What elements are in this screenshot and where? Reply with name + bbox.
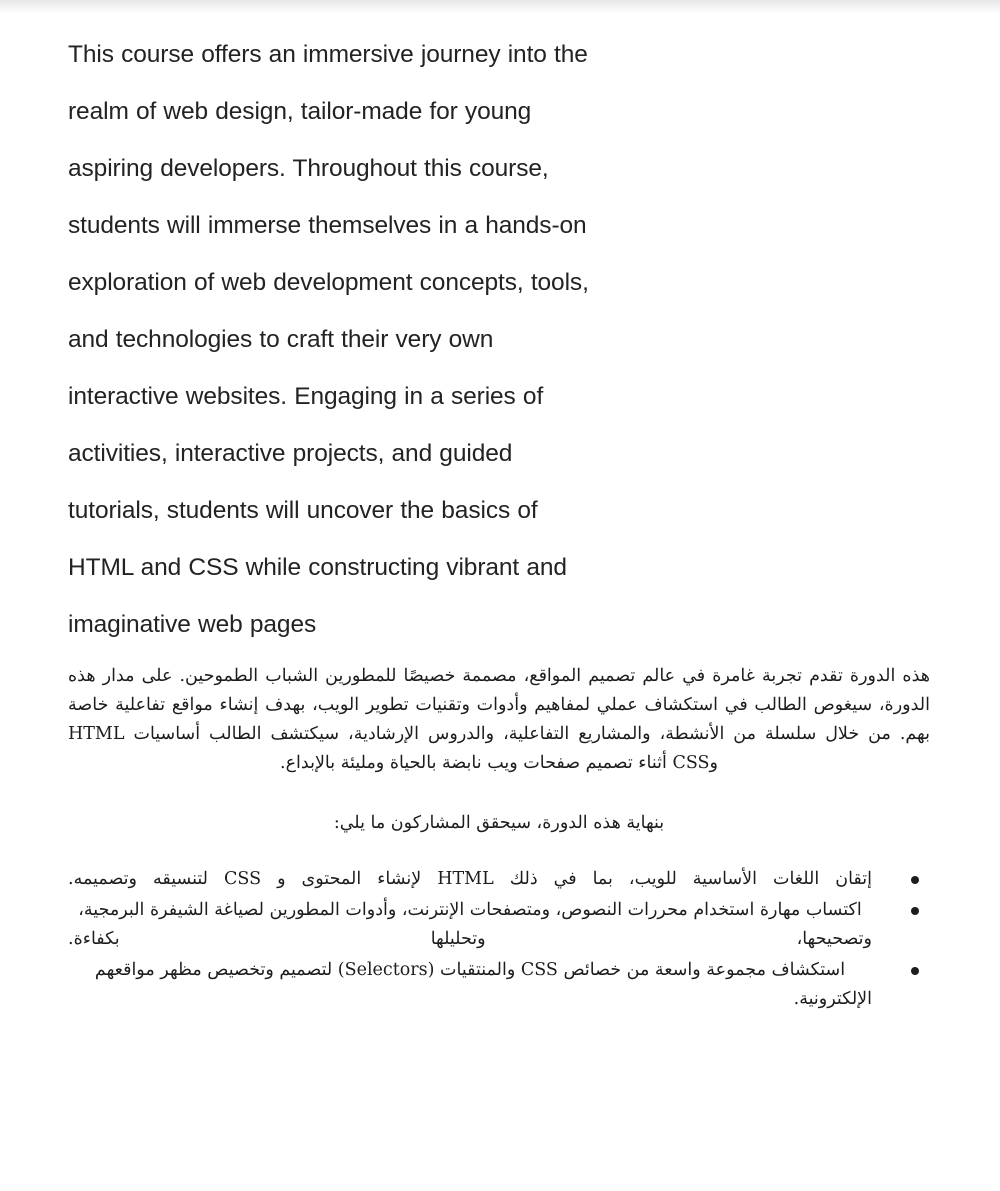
bullet-icon (911, 876, 919, 884)
english-line-3: aspiring developers. Throughout this course, (68, 155, 549, 182)
arabic-outcomes-intro: بنهاية هذه الدورة، سيحقق المشاركون ما يلي: (333, 813, 665, 833)
english-line-9: tutorials, students will uncover the basics of (68, 497, 538, 524)
english-line-5: exploration of web development concepts, tools, (68, 269, 589, 296)
arabic-course-description (68, 662, 930, 1016)
top-edge-gradient-band (0, 0, 1000, 14)
english-line-4: students will immerse themselves in a hands-on (68, 212, 587, 239)
outcome-text: إتقان اللغات الأساسية للويب، بما في ذلك HTML لإنشاء المحتوى و CSS لتنسيقه وتصميمه. (68, 869, 872, 889)
list-item (68, 956, 930, 1014)
bullet-icon (911, 967, 919, 975)
bullet-icon (911, 907, 919, 915)
english-line-1: This course offers an immersive journey into the (68, 41, 588, 68)
list-item (68, 865, 930, 894)
english-line-8: activities, interactive projects, and guided (68, 440, 513, 467)
list-item (68, 896, 930, 954)
outcome-text: اكتساب مهارة استخدام محررات النصوص، ومتصفحات الإنترنت، وأدوات المطورين لصياغة الشيفرة البرمجية، وتصحيحها، وتحليلها بكفاءة. (68, 900, 872, 949)
english-course-description (68, 26, 628, 653)
arabic-outcomes-list (68, 865, 930, 1014)
english-line-6: and technologies to craft their very own (68, 326, 494, 353)
english-line-7: interactive websites. Engaging in a series of (68, 383, 544, 410)
english-line-2: realm of web design, tailor-made for young (68, 98, 532, 125)
english-line-11: imaginative web pages (68, 611, 317, 638)
arabic-description-paragraph: هذه الدورة تقدم تجربة غامرة في عالم تصميم المواقع، مصممة خصيصًا للمطورين الشباب الطموحين. على مدار هذه الدورة، سيغوص الطالب في استكشاف عملي لمفاهيم وأدوات وتقنيات تطوير الويب، بهدف إنشاء مواقع تفاعلية خاصة بهم. من خلال سلسلة من الأنشطة، والمشاريع التفاعلية، والدروس الإرشادية، سيكتشف الطالب أساسيات HTML وCSS أثناء تصميم صفحات ويب نابضة بالحياة ومليئة بالإبداع. (68, 666, 930, 773)
outcome-text: استكشاف مجموعة واسعة من خصائص CSS والمنتقيات (Selectors) لتصميم وتخصيص مظهر مواقعهم الإلكترونية. (94, 960, 872, 1009)
english-line-10: HTML and CSS while constructing vibrant and (68, 554, 567, 581)
